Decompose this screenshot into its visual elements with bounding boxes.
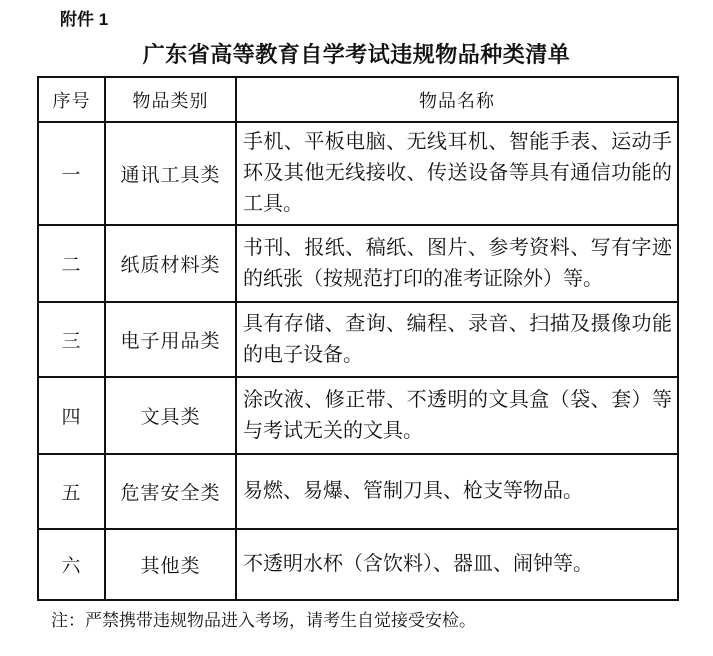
table-row: [38, 377, 678, 454]
table-row: [38, 302, 678, 377]
page-title: 广东省高等教育自学考试违规物品种类清单: [142, 42, 571, 67]
row-items-cell: 易燃、易爆、管制刀具、枪支等物品。: [236, 454, 678, 529]
row-category-cell: 危害安全类: [105, 454, 236, 529]
table-row: [38, 225, 678, 302]
row-category-cell: 文具类: [105, 377, 236, 454]
row-category-cell: 纸质材料类: [105, 225, 236, 302]
row-index-cell: 五: [38, 454, 105, 529]
row-items-cell: 书刊、报纸、稿纸、图片、参考资料、写有字迹的纸张（按规范打印的准考证除外）等。: [236, 225, 678, 302]
row-items-cell: 手机、平板电脑、无线耳机、智能手表、运动手环及其他无线接收、传送设备等具有通信功能的工具。: [236, 122, 678, 225]
row-items-cell: 具有存储、查询、编程、录音、扫描及摄像功能的电子设备。: [236, 302, 678, 377]
column-header-items: 物品名称: [236, 77, 678, 122]
prohibited-items-table: [37, 76, 679, 601]
table-header-row: [38, 77, 678, 122]
table-row: [38, 529, 678, 600]
column-header-index: 序号: [38, 77, 105, 122]
row-index-cell: 二: [38, 225, 105, 302]
row-category-cell: 电子用品类: [105, 302, 236, 377]
row-index-cell: 一: [38, 122, 105, 225]
row-index-cell: 四: [38, 377, 105, 454]
table-row: [38, 454, 678, 529]
row-index-cell: 三: [38, 302, 105, 377]
row-items-cell: 不透明水杯（含饮料）、器皿、闹钟等。: [236, 529, 678, 600]
row-index-cell: 六: [38, 529, 105, 600]
row-category-cell: 其他类: [105, 529, 236, 600]
row-category-cell: 通讯工具类: [105, 122, 236, 225]
attachment-label: 附件 1: [60, 10, 109, 29]
footnote: 注：严禁携带违规物品进入考场，请考生自觉接受安检。: [51, 611, 476, 630]
table-row: [38, 122, 678, 225]
column-header-category: 物品类别: [105, 77, 236, 122]
row-items-cell: 涂改液、修正带、不透明的文具盒（袋、套）等与考试无关的文具。: [236, 377, 678, 454]
